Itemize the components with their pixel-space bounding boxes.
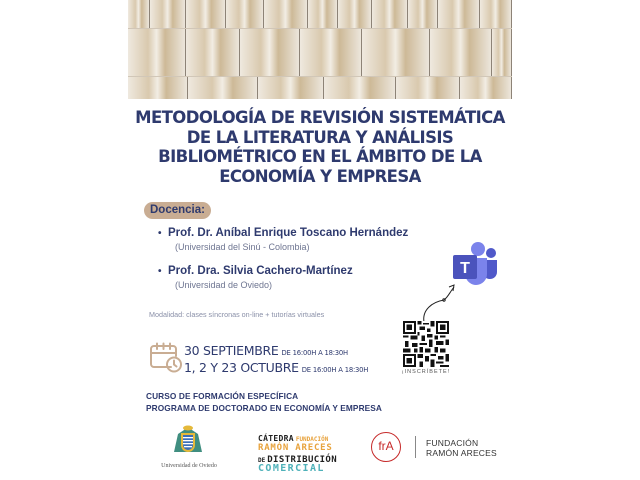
title-line: BIBLIOMÉTRICO EN EL ÁMBITO DE LA <box>158 147 482 166</box>
fra-mark-icon: frA <box>371 432 401 462</box>
universidad-oviedo-logo <box>156 424 222 476</box>
schedule-time: DE 16:00H A 18:30H <box>281 349 348 357</box>
professor-entry <box>158 226 408 253</box>
title-line: DE LA LITERATURA Y ANÁLISIS <box>186 127 454 147</box>
schedule-dates: 1, 2 Y 23 OCTUBRE <box>184 360 299 375</box>
bullet: • <box>158 266 162 277</box>
professor-affiliation: (Universidad de Oviedo) <box>175 280 273 290</box>
svg-text:T: T <box>460 260 470 277</box>
university-coat-of-arms-icon <box>170 424 206 456</box>
logo-divider <box>415 436 416 458</box>
bullet: • <box>158 228 162 239</box>
logo-text: COMERCIAL <box>258 462 325 474</box>
logo-text: RAMÓN ARECES <box>426 448 497 458</box>
register-label: ¡INSCRÍBETE! <box>401 369 451 375</box>
catedra-distribucion-comercial-logo <box>258 432 337 473</box>
course-title <box>128 108 512 186</box>
books-header-photo <box>128 0 512 99</box>
university-name: Universidad de Oviedo <box>161 463 217 469</box>
course-poster <box>128 0 512 480</box>
course-info <box>146 390 382 414</box>
fra-name <box>426 438 497 458</box>
logo-text: DISTRIBUCIÓN <box>267 454 338 465</box>
schedule-dates: 30 SEPTIEMBRE <box>184 343 279 358</box>
qr-code-icon[interactable] <box>403 321 449 367</box>
schedule-time: DE 16:00H A 18:30H <box>301 366 369 374</box>
docencia-badge: Docencia: <box>144 202 211 219</box>
logo-text: CÁTEDRA <box>258 434 294 443</box>
doctoral-program: PROGRAMA DE DOCTORADO EN ECONOMÍA Y EMPRESA <box>146 403 383 413</box>
professor-entry <box>158 264 353 291</box>
logo-text: DE <box>258 456 266 464</box>
modalidad-text: Modalidad: clases síncronas on-line + tutorías virtuales <box>149 310 325 319</box>
course-type: CURSO DE FORMACIÓN ESPECÍFICA <box>146 391 299 401</box>
calendar-clock-icon <box>149 342 182 373</box>
curved-arrow-icon <box>420 282 460 324</box>
schedule-row <box>184 359 368 376</box>
logo-text: FUNDACIÓN <box>295 436 329 443</box>
logo-text: FUNDACIÓN <box>426 438 479 448</box>
title-line: METODOLOGÍA DE REVISIÓN SISTEMÁTICA <box>135 108 505 127</box>
professor-name: Prof. Dra. Silvia Cachero-Martínez <box>168 265 353 277</box>
title-line: ECONOMÍA Y EMPRESA <box>219 166 421 186</box>
microsoft-teams-icon[interactable] <box>450 241 498 287</box>
schedule <box>184 342 368 376</box>
schedule-row <box>184 342 368 359</box>
fundacion-ramon-areces-logo <box>371 432 511 462</box>
professor-name: Prof. Dr. Aníbal Enrique Toscano Hernández <box>168 227 409 239</box>
logo-text: RAMÓN ARECES <box>258 443 333 454</box>
professor-affiliation: (Universidad del Sinú - Colombia) <box>175 242 310 252</box>
